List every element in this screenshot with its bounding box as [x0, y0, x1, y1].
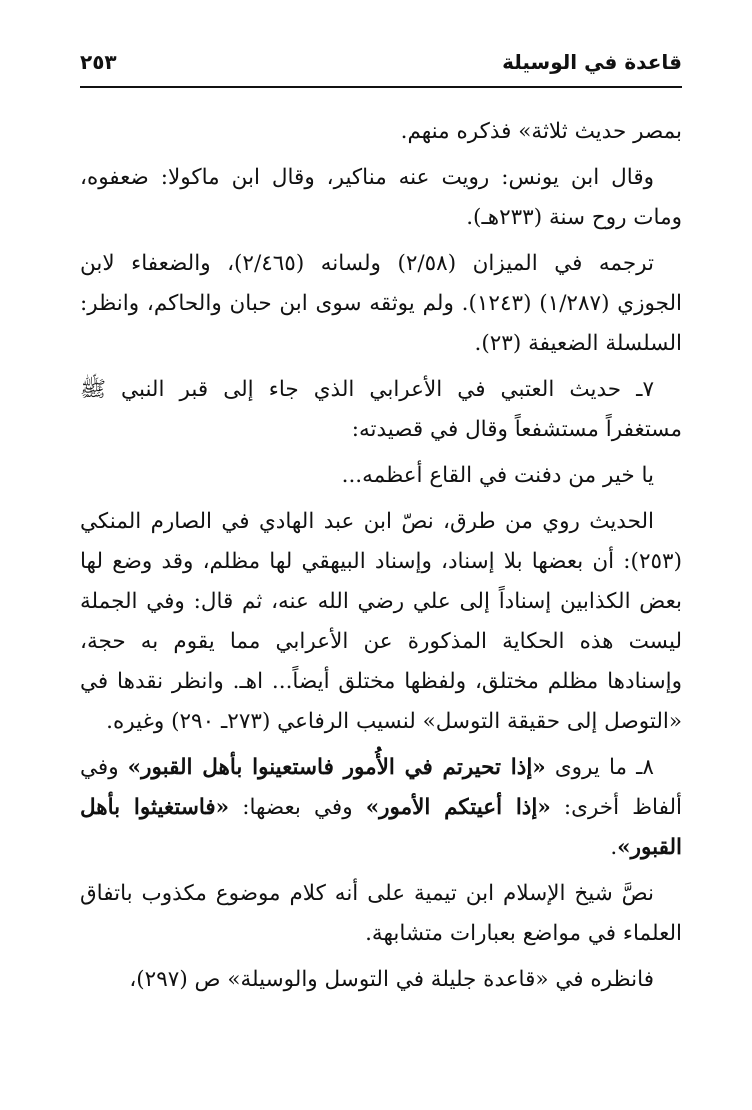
- paragraph-1: بمصر حديث ثلاثة» فذكره منهم.: [400, 119, 682, 144]
- verse-line: يا خير من دفنت في القاع أعظمه...: [341, 463, 654, 488]
- paragraph-3: ترجمه في الميزان (٢/٥٨) ولسانه (٢/٤٦٥)، والضعفاء لابن الجوزي (١/٢٨٧) (١٢٤٣). ولم يوثقه سوى ابن حبان والحاكم، وانظر: السلسلة الضعيفة (٢٣).: [80, 251, 682, 356]
- paragraph-7-part-g: .: [610, 835, 618, 860]
- header-rule: [80, 86, 682, 88]
- paragraph-7-part-c: وفي ألفاظ أخرى:: [80, 755, 683, 820]
- paragraph-7: [80, 748, 682, 868]
- paragraph-7-part-e: وفي بعضها:: [229, 795, 366, 820]
- running-title: قاعدة في الوسيلة: [502, 50, 682, 74]
- quote-hadith-1: «إذا تحيرتم في الأُمور فاستعينوا بأهل القبور»: [127, 755, 546, 780]
- paragraph-6: الحديث روي من طرق، نصّ ابن عبد الهادي في الصارم المنكي (٢٥٣): أن بعضها بلا إسناد، وإسناد البيهقي لها مظلم، وقد وضع لها بعض الكذابين إسناداً إلى علي رضي الله عنه، ثم قال: وفي الجملة ليست هذه الحكاية المذكورة عن الأعرابي مما يقوم به حجة، وإسنادها مظلم مختلق، ولفظها مختلق أيضاً... اهـ. وانظر نقدها في «التوصل إلى حقيقة التوسل» لنسيب الرفاعي (٢٧٣ـ ٢٩٠) وغيره.: [80, 509, 682, 734]
- page-number: ٢٥٣: [80, 50, 117, 74]
- paragraph-8: نصَّ شيخ الإسلام ابن تيمية على أنه كلام موضوع مكذوب باتفاق العلماء في مواضع بعبارات متشابهة.: [80, 881, 682, 946]
- quote-hadith-2: «إذا أعيتكم الأمور»: [365, 795, 551, 820]
- page-header: [80, 42, 682, 88]
- body-text: [80, 112, 682, 1006]
- paragraph-4: ٧ـ حديث العتبي في الأعرابي الذي جاء إلى قبر النبي ﷺ مستغفراً مستشفعاً وقال في قصيدته:: [80, 377, 682, 442]
- paragraph-7-part-a: ٨ـ ما يروى: [545, 755, 654, 780]
- quote-hadith-3: «فاستغيثوا بأهل القبور»: [80, 795, 682, 860]
- paragraph-2: وقال ابن يونس: رويت عنه مناكير، وقال ابن ماكولا: ضعفوه، ومات روح سنة (٢٣٣هـ).: [80, 165, 682, 230]
- paragraph-9: فانظره في «قاعدة جليلة في التوسل والوسيلة» ص (٢٩٧)،: [129, 967, 654, 992]
